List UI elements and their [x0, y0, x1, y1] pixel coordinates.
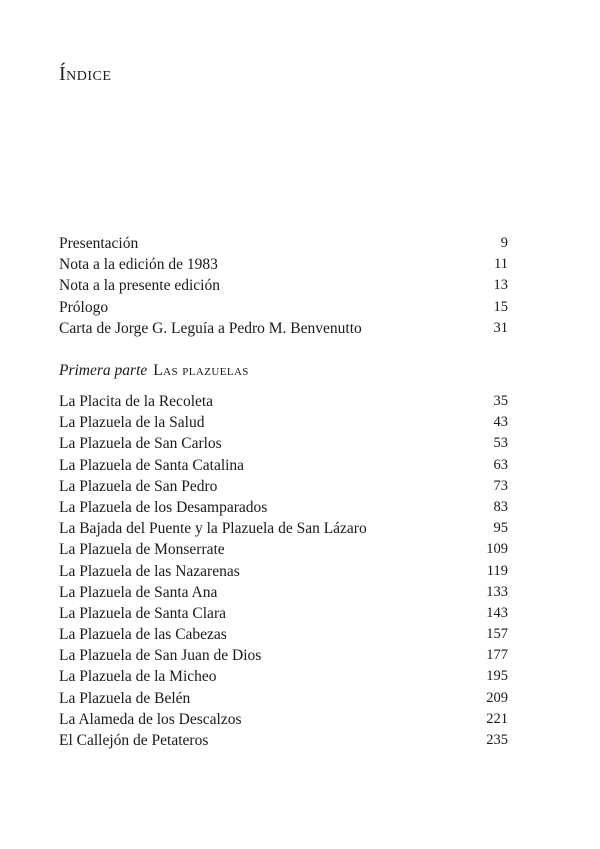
toc-entry-page: 15 [493, 298, 508, 315]
toc-entry-title: La Alameda de los Descalzos [59, 710, 242, 728]
toc-entry-title: El Callejón de Petateros [59, 732, 209, 749]
toc-entry-page: 11 [494, 256, 508, 273]
front-matter-list [59, 233, 508, 339]
toc-entry [59, 254, 508, 275]
part-name: Las plazuelas [153, 362, 249, 379]
toc-entry-title: La Bajada del Puente y la Plazuela de San Lázaro [59, 520, 367, 538]
part-label: Primera parte [59, 362, 148, 379]
toc-entry [59, 624, 508, 645]
toc-entry-page: 9 [500, 235, 508, 251]
toc-entry [59, 709, 508, 730]
toc-entry [59, 518, 508, 539]
toc-entry-page: 209 [486, 689, 508, 706]
toc-entry-page: 177 [486, 647, 508, 664]
toc-entry-page: 83 [493, 498, 508, 515]
toc-entry [59, 476, 508, 497]
toc-entry-title: La Plazuela de San Juan de Dios [59, 647, 262, 665]
toc-entry-title: La Plazuela de los Desamparados [59, 498, 268, 516]
toc-entry-page: 95 [493, 520, 508, 537]
toc-entry-title: Nota a la presente edición [59, 277, 220, 295]
toc-entry [59, 275, 508, 296]
chapter-list [59, 391, 508, 751]
toc-entry [59, 455, 508, 476]
toc-entry-page: 43 [493, 414, 508, 431]
toc-entry-title: La Placita de la Recoleta [59, 393, 214, 410]
toc-entry [59, 645, 508, 666]
toc-entry [59, 497, 508, 518]
toc-entry-page: 195 [486, 668, 508, 685]
toc-entry-page: 13 [493, 277, 508, 294]
toc-entry [59, 433, 508, 454]
toc-entry-title: Presentación [59, 235, 139, 252]
toc-entry-title: La Plazuela de las Nazarenas [59, 562, 240, 580]
toc-entry [59, 688, 508, 709]
toc-entry-title: Carta de Jorge G. Leguía a Pedro M. Benvenutto [59, 319, 362, 337]
toc-entry-page: 143 [486, 604, 508, 621]
toc-entry-title: Prólogo [59, 298, 109, 316]
toc-entry-title: La Plazuela de Santa Catalina [59, 456, 245, 474]
toc-entry [59, 318, 508, 339]
toc-entry-page: 235 [486, 732, 508, 748]
toc-entry [59, 561, 508, 582]
toc-entry-title: La Plazuela de Belén [59, 689, 191, 707]
toc-entry-title: La Plazuela de la Salud [59, 414, 205, 432]
toc-entry [59, 730, 508, 751]
page-title: Índice [59, 63, 112, 85]
toc-entry-page: 133 [486, 583, 508, 600]
toc-entry [59, 603, 508, 624]
toc-entry [59, 297, 508, 318]
toc-entry-title: La Plazuela de Santa Clara [59, 604, 226, 622]
toc-entry-page: 109 [486, 541, 508, 558]
toc-entry-page: 63 [493, 456, 508, 473]
toc-entry-title: La Plazuela de Santa Ana [59, 583, 218, 601]
toc-entry-title: La Plazuela de la Micheo [59, 668, 217, 686]
toc-entry [59, 233, 508, 254]
toc-entry-page: 53 [493, 435, 508, 452]
toc-entry-page: 73 [493, 477, 508, 494]
toc-entry-title: La Plazuela de San Pedro [59, 477, 218, 495]
toc-entry [59, 539, 508, 560]
toc-entry-page: 35 [493, 393, 508, 409]
toc-entry [59, 582, 508, 603]
toc-entry-title: La Plazuela de Monserrate [59, 541, 225, 559]
toc-entry-page: 31 [493, 319, 508, 336]
toc-entry [59, 412, 508, 433]
toc-entry-page: 157 [486, 626, 508, 643]
toc-entry-page: 119 [486, 562, 508, 579]
part-heading [59, 360, 249, 381]
toc-entry-title: La Plazuela de las Cabezas [59, 626, 227, 644]
toc-entry [59, 666, 508, 687]
toc-entry [59, 391, 508, 412]
toc-entry-page: 221 [486, 710, 508, 727]
toc-entry-title: La Plazuela de San Carlos [59, 435, 222, 453]
toc-entry-title: Nota a la edición de 1983 [59, 256, 218, 274]
